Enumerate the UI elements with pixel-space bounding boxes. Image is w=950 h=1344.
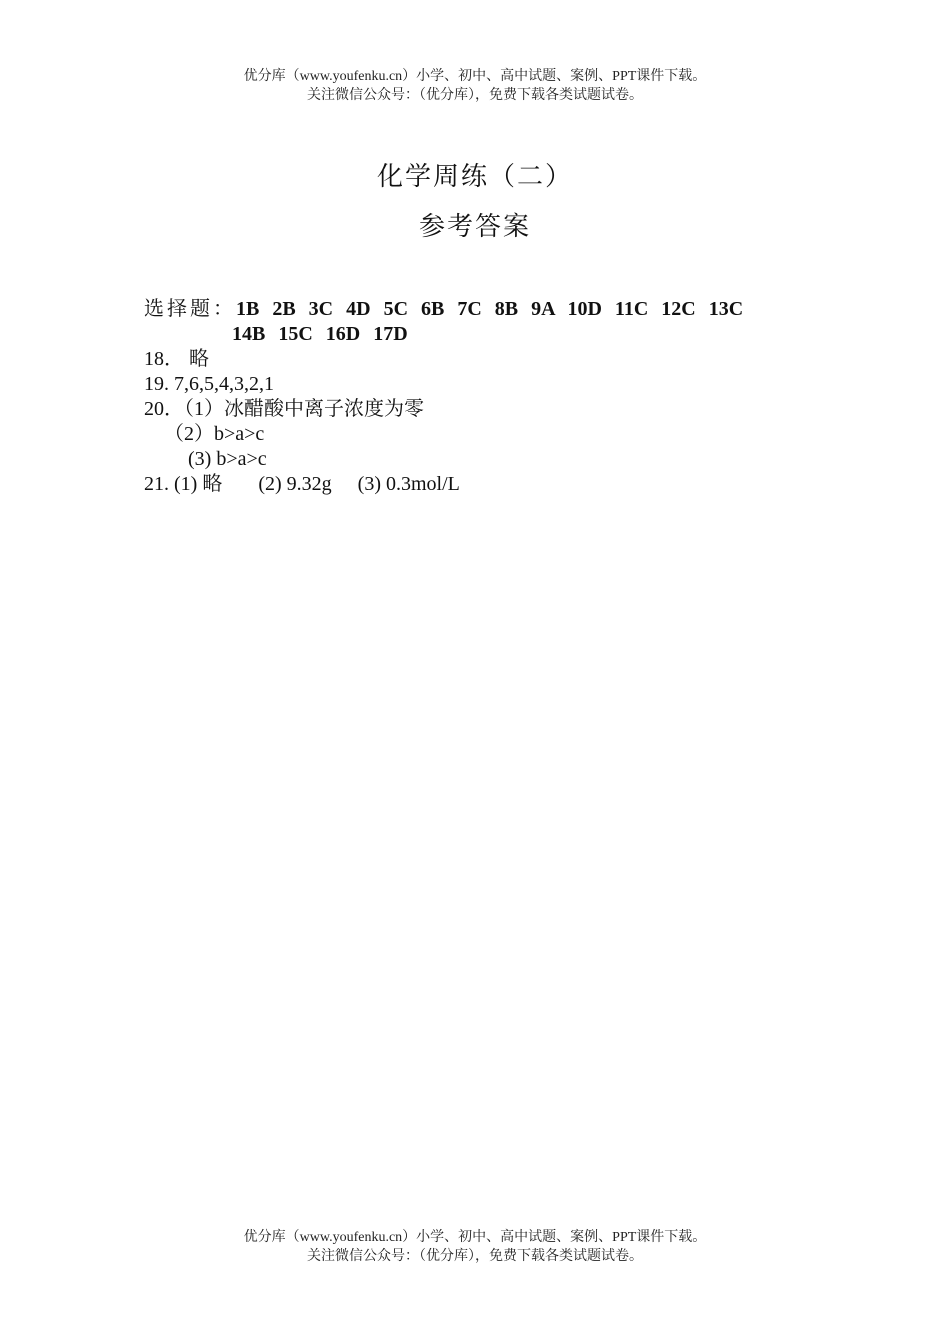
answer-20-part-2: （2）b>a>c	[164, 423, 265, 445]
answer-body	[144, 297, 844, 497]
document-subtitle: 参考答案	[418, 212, 531, 241]
footer-line-1: 优分库（www.youfenku.cn）小学、初中、高中试题、案例、PPT课件下载。	[243, 1230, 707, 1245]
page-footer	[0, 1228, 950, 1266]
choice-label: 选择题：	[144, 298, 236, 320]
answer-21-part-2: (2) 9.32g	[258, 473, 332, 495]
answer-20-part-1: 20．（1）冰醋酸中离子浓度为零	[144, 398, 424, 420]
choice-answers-row-1	[144, 297, 844, 322]
choice-answers-row-2: 14B 15C 16D 17D	[232, 323, 408, 345]
answer-21-part-1: 21. (1) 略	[144, 473, 223, 495]
header-line-1: 优分库（www.youfenku.cn）小学、初中、高中试题、案例、PPT课件下载。	[243, 69, 707, 84]
document-title: 化学周练（二）	[376, 162, 573, 191]
answer-19: 19. 7,6,5,4,3,2,1	[144, 373, 274, 395]
footer-line-2: 关注微信公众号：（优分库），免费下载各类试题试卷。	[307, 1249, 643, 1264]
answer-20-part-3: (3) b>a>c	[188, 448, 267, 470]
answer-21-part-3: (3) 0.3mol/L	[357, 473, 460, 495]
choice-answers-1: 1B 2B 3C 4D 5C 6B 7C 8B 9A 10D 11C 12C 13C	[236, 298, 744, 320]
header-line-2: 关注微信公众号：（优分库），免费下载各类试题试卷。	[307, 88, 643, 103]
answer-21	[144, 472, 844, 497]
answer-18: 18． 略	[144, 348, 209, 370]
page-header	[0, 67, 950, 105]
